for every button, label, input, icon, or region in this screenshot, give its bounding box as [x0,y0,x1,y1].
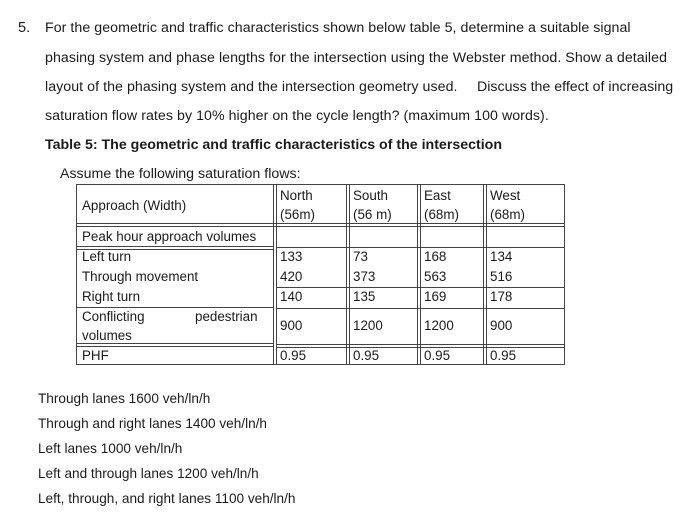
peak-hour-label: Peak hour approach volumes [82,229,257,244]
table-cell: 0.95 [490,348,517,363]
header-west-width: (68m) [490,207,525,222]
table-cell: 563 [424,269,447,284]
saturation-flow-line: Through and right lanes 1400 veh/ln/h [38,416,267,431]
header-south-width: (56 m) [353,207,392,222]
table-cell: 168 [424,249,447,264]
table-cell: 0.95 [353,348,380,363]
row-label: PHF [82,348,109,363]
table-cell: 420 [280,269,303,284]
row-label: pedestrian [195,309,258,324]
saturation-flow-line: Through lanes 1600 veh/ln/h [38,391,211,406]
table-cell: 516 [490,269,513,284]
row-label: Right turn [82,289,141,304]
saturation-flow-line: Left, through, and right lanes 1100 veh/ln/h [38,491,296,506]
question-line-3-tail: Discuss the effect of increasing [477,79,674,95]
table-cell: 140 [280,289,303,304]
header-north-width: (56m) [280,207,315,222]
saturation-flow-line: Left and through lanes 1200 veh/ln/h [38,466,259,481]
header-approach: Approach (Width) [82,198,187,213]
row-label: Left turn [82,249,132,264]
question-line-2: phasing system and phase lengths for the intersection using the Webster method. Show a detailed [45,50,668,66]
assume-text: Assume the following saturation flows: [60,166,301,182]
table-cell: 900 [280,318,303,333]
question-number: 5. [18,20,31,36]
table-cell: 133 [280,249,303,264]
row-label: volumes [82,328,132,343]
table-cell: 73 [353,249,368,264]
question-line-1: For the geometric and traffic characteristics shown below table 5, determine a suitable signal [45,20,631,36]
table-cell: 373 [353,269,376,284]
table-cell: 169 [424,289,447,304]
saturation-flow-line: Left lanes 1000 veh/ln/h [38,441,183,456]
table-title: Table 5: The geometric and traffic characteristics of the intersection [45,137,503,153]
table-cell: 134 [490,249,513,264]
header-east-width: (68m) [424,207,459,222]
question-line-3: layout of the phasing system and the intersection geometry used. [45,79,458,95]
question-line-4: saturation flow rates by 10% higher on the cycle length? (maximum 100 words). [45,108,549,124]
header-east: East [424,188,451,203]
table-cell: 0.95 [424,348,451,363]
header-south: South [353,188,388,203]
header-north: North [280,188,313,203]
row-label: Through movement [82,269,199,284]
header-west: West [490,188,521,203]
table-cell: 135 [353,289,376,304]
table-cell: 1200 [353,318,383,333]
table-cell: 178 [490,289,513,304]
table-cell: 1200 [424,318,454,333]
table-cell: 0.95 [280,348,307,363]
row-label: Conflicting [82,309,145,324]
traffic-table [76,184,565,365]
table-cell: 900 [490,318,513,333]
